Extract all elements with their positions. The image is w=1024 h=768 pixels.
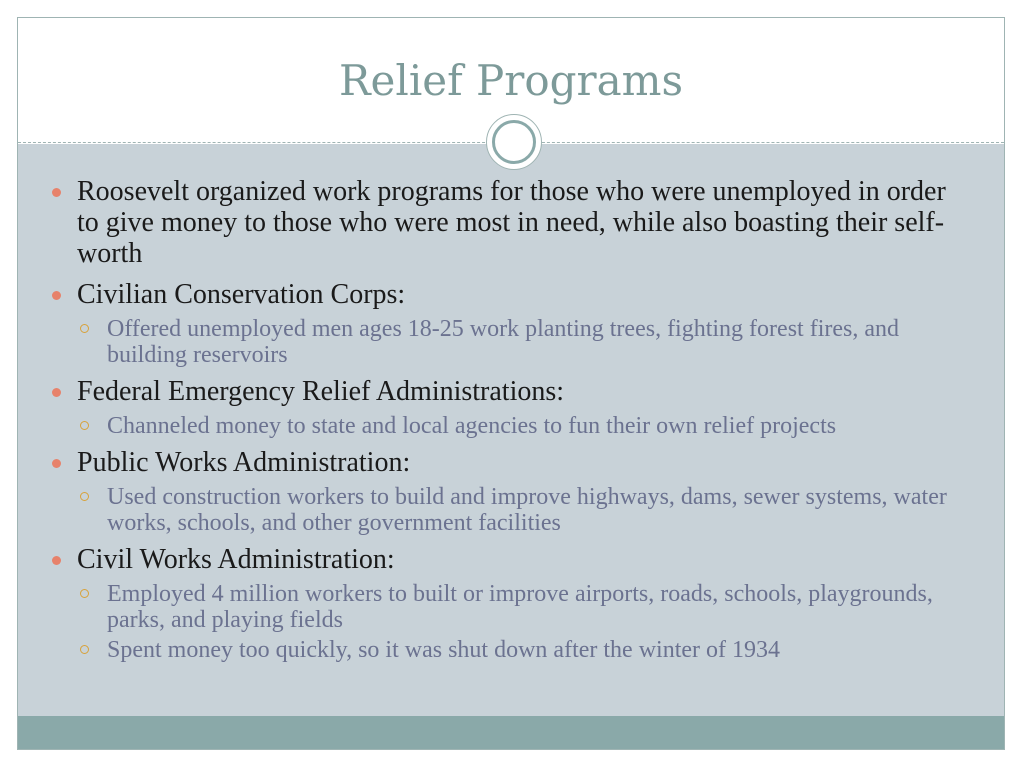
subbullet-ccc-detail [18,316,1004,368]
subbullet-pwa-detail [18,484,1004,536]
footer-bar [18,716,1004,750]
subbullet-fera-detail [18,413,1004,439]
bullet-text: Civil Works Administration: [77,544,395,575]
bullet-dot-icon [52,291,61,300]
bullet-ring-icon [80,421,89,430]
bullet-roosevelt [18,176,1004,269]
decorative-circle-icon [486,114,542,170]
slide-title: Relief Programs [338,56,684,105]
bullet-fera [18,376,1004,407]
subbullet-text: Channeled money to state and local agencies to fun their own relief projects [107,413,837,439]
bullet-ring-icon [80,645,89,654]
subbullet-cwa-detail-2 [18,637,1004,663]
bullet-dot-icon [52,188,61,197]
subbullet-text: Spent money too quickly, so it was shut down after the winter of 1934 [107,637,781,663]
bullet-pwa [18,447,1004,478]
slide [17,17,1005,750]
subbullet-cwa-detail-1 [18,581,1004,633]
subbullet-text: Employed 4 million workers to built or improve airports, roads, schools, playgrounds, parks, and playing fields [107,581,933,633]
bullet-list [18,176,1004,671]
bullet-dot-icon [52,459,61,468]
subbullet-text: Used construction workers to build and improve highways, dams, sewer systems, water works, schools, and other government facilities [107,484,947,536]
bullet-text: Roosevelt organized work programs for those who were unemployed in order to give money to those who were most in need, while also boasting their self-worth [77,176,946,269]
bullet-dot-icon [52,388,61,397]
bullet-dot-icon [52,556,61,565]
bullet-cwa [18,544,1004,575]
bullet-ring-icon [80,492,89,501]
subbullet-text: Offered unemployed men ages 18-25 work planting trees, fighting forest fires, and building reservoirs [107,316,899,368]
bullet-ring-icon [80,589,89,598]
bullet-text: Public Works Administration: [77,447,411,478]
bullet-ccc [18,279,1004,310]
bullet-text: Federal Emergency Relief Administrations: [77,376,565,407]
decorative-inner-circle-icon [492,120,536,164]
bullet-ring-icon [80,324,89,333]
bullet-text: Civilian Conservation Corps: [77,279,406,310]
